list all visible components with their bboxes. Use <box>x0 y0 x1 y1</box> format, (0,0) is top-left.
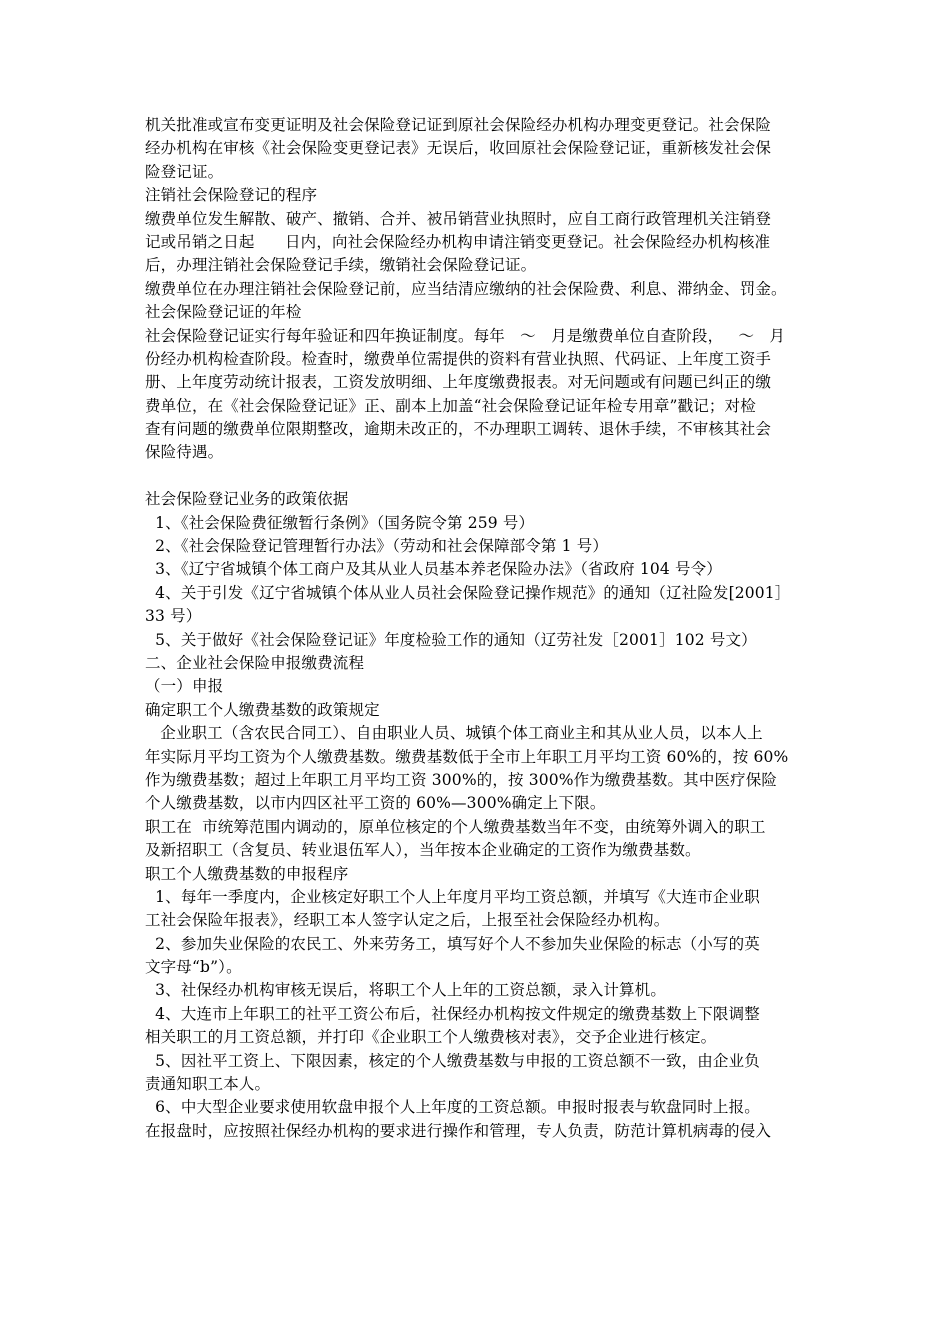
text-line: 作为缴费基数；超过上年职工月平均工资 300%的，按 300%作为缴费基数。其中医疗保险 <box>145 770 778 789</box>
list-item: 5、因社平工资上、下限因素，核定的个人缴费基数与申报的工资总额不一致，由企业负 <box>145 1051 760 1070</box>
subsection-heading: （一）申报 <box>145 677 224 696</box>
list-item-continuation: 33 号） <box>145 607 202 626</box>
list-item-continuation: 工社会保险年报表》，经职工本人签字认定之后，上报至社会保险经办机构。 <box>145 911 670 930</box>
list-item: 6、中大型企业要求使用软盘申报个人上年度的工资总额。申报时报表与软盘同时上报。 <box>145 1098 760 1117</box>
list-item: 1、《社会保险费征缴暂行条例》（国务院令第 259 号） <box>145 513 535 532</box>
section-heading: 确定职工个人缴费基数的政策规定 <box>145 700 380 719</box>
text-line: 查有问题的缴费单位限期整改，逾期未改正的，不办理职工调转、退休手续，不审核其社会 <box>145 420 772 439</box>
section-heading: 社会保险登记业务的政策依据 <box>145 490 349 509</box>
list-item-continuation: 文字母“b”）。 <box>145 958 242 977</box>
text-line: 机关批准或宣布变更证明及社会保险登记证到原社会保险经办机构办理变更登记。社会保险 <box>145 116 772 134</box>
text-line: 险登记证。 <box>145 162 224 181</box>
list-item: 4、大连市上年职工的社平工资公布后，社保经办机构按文件规定的缴费基数上下限调整 <box>145 1004 760 1023</box>
list-item: 3、《辽宁省城镇个体工商户及其从业人员基本养老保险办法》（省政府 104 号令） <box>145 560 722 579</box>
text-line: 社会保险登记证实行每年验证和四年换证制度。每年 ～ 月是缴费单位自查阶段， ～ 月 <box>145 326 785 345</box>
list-item: 3、社保经办机构审核无误后，将职工个人上年的工资总额，录入计算机。 <box>145 981 666 1000</box>
list-item: 2、参加失业保险的农民工、外来劳务工，填写好个人不参加失业保险的标志（小写的英 <box>145 934 760 953</box>
text-line: 年实际月平均工资为个人缴费基数。缴费基数低于全市上年职工月平均工资 60%的，按 60% <box>145 747 789 766</box>
list-item: 5、关于做好《社会保险登记证》年度检验工作的通知（辽劳社发［2001］102 号文） <box>145 630 757 649</box>
text-line: 册、上年度劳动统计报表，工资发放明细、上年度缴费报表。对无问题或有问题已纠正的缴 <box>145 373 772 392</box>
text-line: 缴费单位发生解散、破产、撤销、合并、被吊销营业执照时，应自工商行政管理机关注销登 <box>145 209 772 228</box>
text-line: 经办机构在审核《社会保险变更登记表》无误后，收回原社会保险登记证，重新核发社会保 <box>145 139 772 158</box>
section-heading: 注销社会保险登记的程序 <box>145 186 318 205</box>
text-line: 保险待遇。 <box>145 443 224 462</box>
blank-line <box>145 465 813 488</box>
text-line: 份经办机构检查阶段。检查时，缴费单位需提供的资料有营业执照、代码证、上年度工资手 <box>145 349 772 368</box>
text-line: 记或吊销之日起 日内，向社会保险经办机构申请注销变更登记。社会保险经办机构核准 <box>145 232 771 251</box>
document-body <box>145 114 813 1143</box>
section-heading: 职工个人缴费基数的申报程序 <box>145 864 349 883</box>
text-line: 职工在 市统筹范围内调动的，原单位核定的个人缴费基数当年不变，由统筹外调入的职工 <box>145 817 766 836</box>
list-item: 4、关于引发《辽宁省城镇个体从业人员社会保险登记操作规范》的通知（辽社险发[2001］ <box>145 583 791 602</box>
text-line: 缴费单位在办理注销社会保险登记前，应当结清应缴纳的社会保险费、利息、滞纳金、罚金。 <box>145 279 787 298</box>
text-line: 个人缴费基数，以市内四区社平工资的 60%—300%确定上下限。 <box>145 794 606 813</box>
list-item-continuation: 相关职工的月工资总额，并打印《企业职工个人缴费核对表》，交予企业进行核定。 <box>145 1028 717 1047</box>
list-item-continuation: 在报盘时，应按照社保经办机构的要求进行操作和管理，专人负责，防范计算机病毒的侵入 <box>145 1121 772 1140</box>
list-item: 1、每年一季度内，企业核定好职工个人上年度月平均工资总额，并填写《大连市企业职 <box>145 887 760 906</box>
text-line: 及新招职工（含复员、转业退伍军人），当年按本企业确定的工资作为缴费基数。 <box>145 841 701 860</box>
section-heading: 社会保险登记证的年检 <box>145 303 302 322</box>
list-item-continuation: 责通知职工本人。 <box>145 1075 271 1094</box>
text-line: 企业职工（含农民合同工）、自由职业人员、城镇个体工商业主和其从业人员，以本人上 <box>145 724 763 743</box>
chapter-heading: 二、企业社会保险申报缴费流程 <box>145 653 365 672</box>
list-item: 2、《社会保险登记管理暂行办法》（劳动和社会保障部令第 1 号） <box>145 537 609 556</box>
text-line: 后，办理注销社会保险登记手续，缴销社会保险登记证。 <box>145 256 537 275</box>
text-line: 费单位，在《社会保险登记证》正、副本上加盖“社会保险登记证年检专用章”戳记；对检 <box>145 396 756 415</box>
